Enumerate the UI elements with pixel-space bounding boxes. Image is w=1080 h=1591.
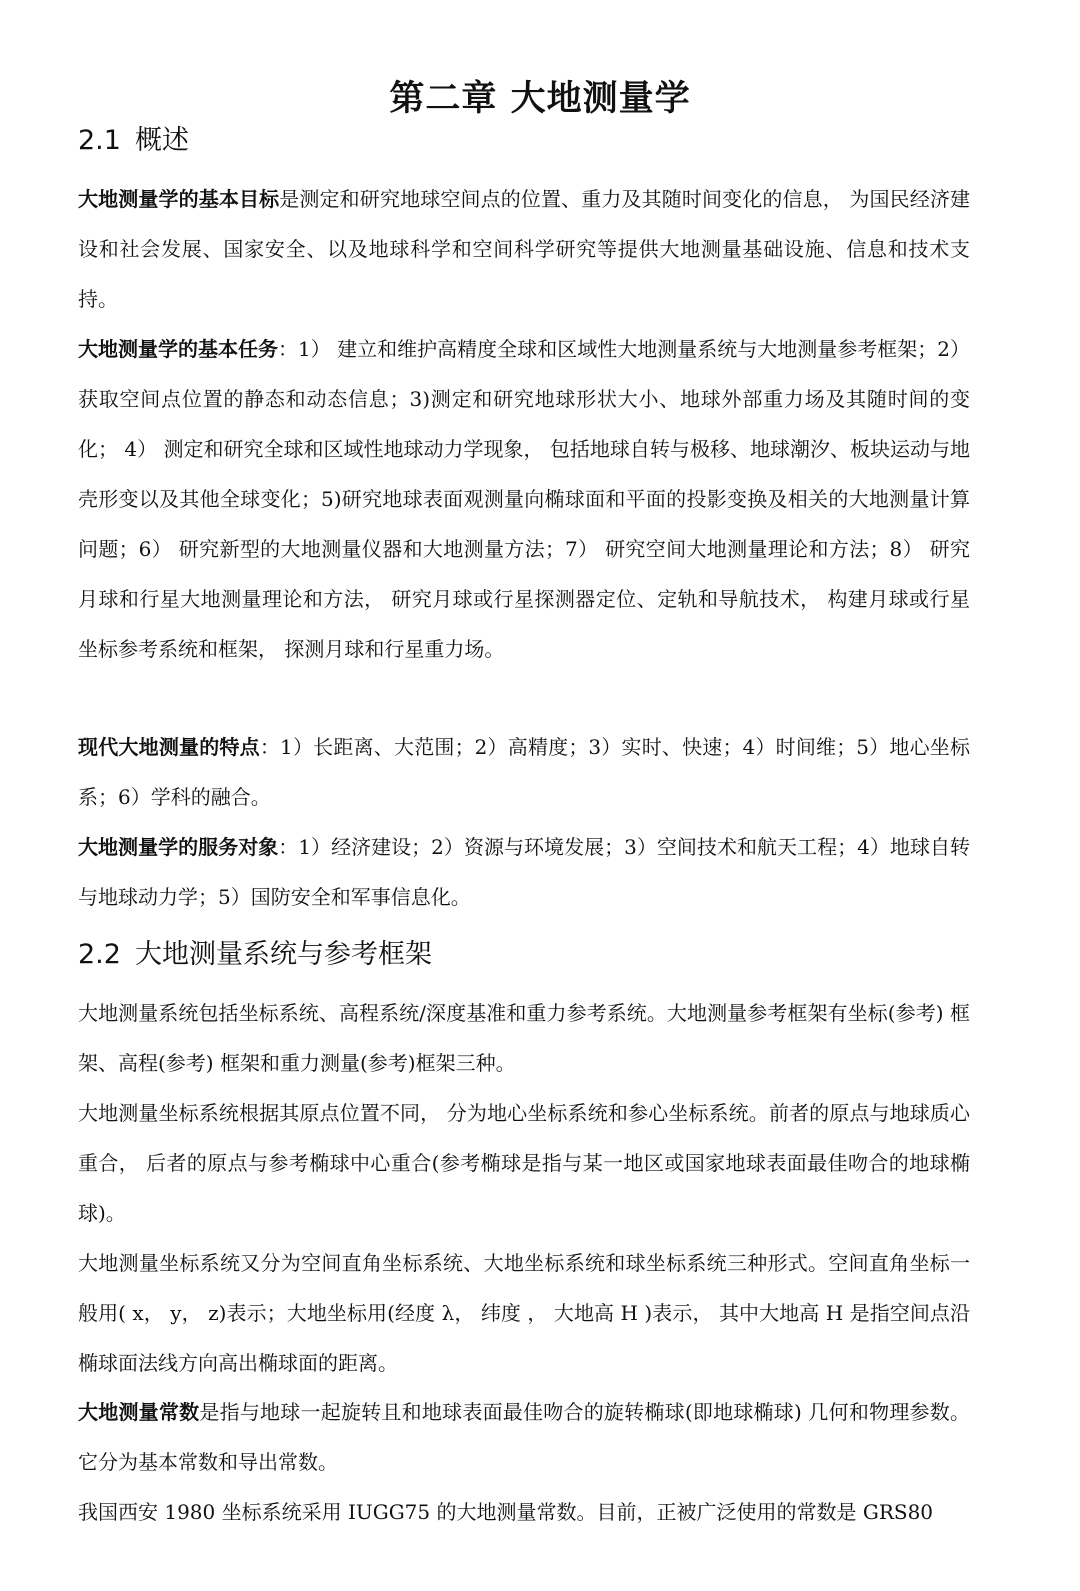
paragraph-text: 大地测量坐标系统根据其原点位置不同， 分为地心坐标系统和参心坐标系统。前者的原点与地球质心重合， 后者的原点与参考椭球中心重合(参考椭球是指与某一地区或国家地球表面最佳吻合的地球椭球)。 [78,1101,970,1225]
paragraph [78,822,970,922]
paragraph-text: 是指与地球一起旋转且和地球表面最佳吻合的旋转椭球(即地球椭球) 几何和物理参数。它分为基本常数和导出常数。 [78,1400,971,1474]
bold-term: 大地测量学的基本任务 [78,337,279,361]
bold-term: 大地测量常数 [78,1400,200,1424]
section-number: 2.2 [78,939,121,970]
paragraph [78,1387,970,1487]
bold-term: 现代大地测量的特点 [78,735,260,759]
paragraph [78,1238,970,1388]
section-title: 概述 [134,125,189,156]
paragraph-text: 大地测量系统包括坐标系统、高程系统/深度基准和重力参考系统。大地测量参考框架有坐标(参考) 框架、高程(参考) 框架和重力测量(参考)框架三种。 [78,1001,970,1075]
paragraph-text: 大地测量坐标系统又分为空间直角坐标系统、大地坐标系统和球坐标系统三种形式。空间直角坐标一般用( x， y， z)表示；大地坐标用(经度 λ， 纬度 ， 大地高 H )表示， 其中大地高 H 是指空间点沿椭球面法线方向高出椭球面的距离。 [78,1251,970,1375]
chapter-title: 第二章 大地测量学 [389,79,691,120]
paragraph-text: ：1） 建立和维护高精度全球和区域性大地测量系统与大地测量参考框架；2） 获取空间点位置的静态和动态信息；3)测定和研究地球形状大小、地球外部重力场及其随时间的变化； 4） 测定和研究全球和区域性地球动力学现象， 包括地球自转与极移、地球潮汐、板块运动与地壳形变以及其他全球变化；5)研究地球表面观测量向椭球面和平面的投影变换及相关的大地测量计算问题；6） 研究新型的大地测量仪器和大地测量方法；7） 研究空间大地测量理论和方法；8） 研究月球和行星大地测量理论和方法， 研究月球或行星探测器定位、定轨和导航技术， 构建月球或行星坐标参考系统和框架， 探测月球和行星重力场。 [78,337,970,661]
bold-term: 大地测量学的基本目标 [78,187,280,211]
paragraph [78,174,970,324]
section-heading [78,121,978,161]
paragraph-text: 我国西安 1980 坐标系统采用 IUGG75 的大地测量常数。目前，正被广泛使用的常数是 GRS80 [78,1500,934,1524]
paragraph [78,324,970,674]
paragraph [78,722,970,822]
paragraph [78,1088,970,1238]
section-number: 2.1 [78,125,121,156]
paragraph-text: ：1）经济建设；2）资源与环境发展；3）空间技术和航天工程；4）地球自转与地球动力学；5）国防安全和军事信息化。 [78,835,970,909]
paragraph-text: 是测定和研究地球空间点的位置、重力及其随时间变化的信息， 为国民经济建设和社会发展、国家安全、以及地球科学和空间科学研究等提供大地测量基础设施、信息和技术支持。 [78,187,971,311]
paragraph [78,988,970,1088]
paragraph-text: ：1）长距离、大范围；2）高精度；3）实时、快速；4）时间维；5）地心坐标系；6）学科的融合。 [78,735,971,809]
section-heading [78,935,978,975]
paragraph [78,1487,970,1537]
bold-term: 大地测量学的服务对象 [78,835,279,859]
section-title: 大地测量系统与参考框架 [134,939,432,970]
